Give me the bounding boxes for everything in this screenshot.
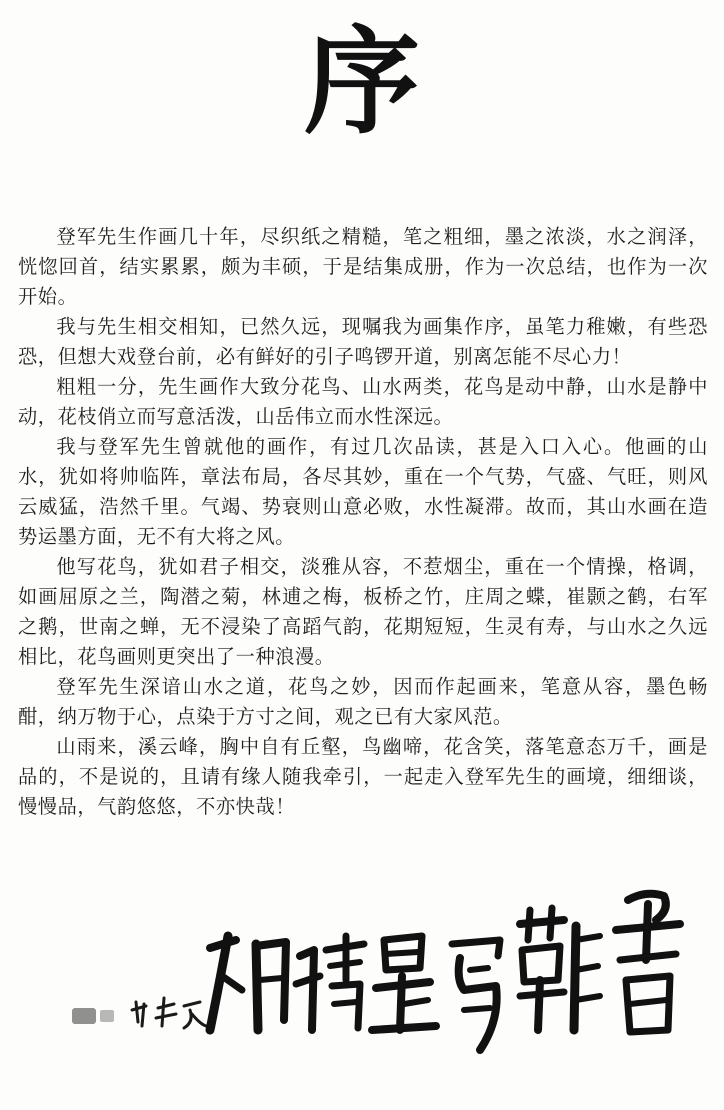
seal-mark	[72, 1008, 114, 1024]
main-calligraphy-strokes	[210, 894, 680, 1050]
paragraph-5: 他写花鸟，犹如君子相交，淡雅从容，不惹烟尘，重在一个情操，格调，如画屈原之兰，陶潜之菊，林逋之梅，板桥之竹，庄周之蝶，崔颢之鹤，右军之鹅，世南之蝉，无不浸染了高蹈气韵，花期短短，生灵有寿，与山水之久远相比，花鸟画则更突出了一种浪漫。	[18, 555, 708, 668]
paragraph-2: 我与先生相交相知，已然久远，现嘱我为画集作序，虽笔力稚嫩，有些恐恐，但想大戏登台前，必有鲜好的引子鸣锣开道，别离怎能不尽心力！	[18, 315, 708, 368]
preface-body	[18, 222, 708, 822]
calligraphy-signature	[60, 880, 700, 1080]
page-title: 序	[304, 14, 420, 150]
paragraph-3: 粗粗一分，先生画作大致分花鸟、山水两类，花鸟是动中静，山水是静中动，花枝俏立而写意活泼，山岳伟立而水性深远。	[18, 375, 708, 428]
paragraph-1: 登军先生作画几十年，尽织纸之精糙，笔之粗细，墨之浓淡，水之润泽，恍惚回首，结实累累，颇为丰硕，于是结集成册，作为一次总结，也作为一次开始。	[18, 225, 708, 308]
calligraphy-signature-image	[60, 880, 700, 1080]
small-inscription-strokes	[132, 998, 206, 1028]
paragraph-4: 我与登军先生曾就他的画作，有过几次品读，甚是入口入心。他画的山水，犹如将帅临阵，章法布局，各尽其妙，重在一个气势，气盛、气旺，则风云威猛，浩然千里。气竭、势衰则山意必败，水性凝滞。故而，其山水画在造势运墨方面，无不有大将之风。	[18, 435, 708, 548]
paragraph-7: 山雨来，溪云峰，胸中自有丘壑，鸟幽啼，花含笑，落笔意态万千，画是品的，不是说的，且请有缘人随我牵引，一起走入登军先生的画境，细细谈，慢慢品，气韵悠悠，不亦快哉！	[18, 735, 708, 818]
paragraph-6: 登军先生深谙山水之道，花鸟之妙，因而作起画来，笔意从容，墨色畅酣，纳万物于心，点染于方寸之间，观之已有大家风范。	[18, 675, 708, 728]
